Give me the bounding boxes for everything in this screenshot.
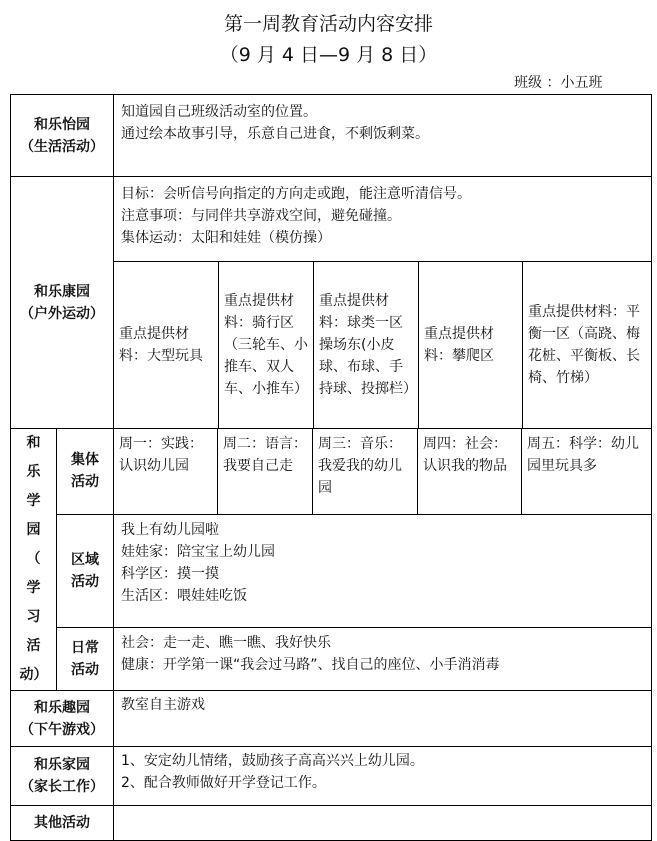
material-cell [313,262,418,428]
learning-label [11,429,57,691]
life-label-name: 和乐怡园 [34,116,90,133]
life-line: 通过绘本故事引导，乐意自己进食，不剩饭剩菜。 [121,126,429,142]
outdoor-label-name: 和乐康园 [34,283,90,300]
material-cell [218,262,313,428]
group-label-line: 活动 [71,474,99,491]
day-thursday [418,429,522,515]
life-line: 知道园自己班级活动室的位置。 [121,104,317,120]
material-cell [114,262,218,428]
other-label: 其他活动 [11,806,114,841]
home-label [11,747,114,806]
row-home [11,747,652,806]
day-text: 周二：语言：我要自己走 [223,436,307,474]
material-cell [522,262,652,428]
outdoor-goals [114,177,652,262]
day-tuesday [218,429,313,515]
group-label-line: 集体 [71,452,99,469]
row-learning-group [11,429,652,515]
day-text: 周三：音乐：我爱我的幼儿园 [318,436,402,496]
afternoon-label-type: （下午游戏） [20,721,104,738]
afternoon-content [114,691,652,747]
area-activity-label [57,514,114,627]
daily-content [114,628,652,691]
day-friday [522,429,652,515]
material-text: 重点提供材料：球类一区操场东(小皮球、布球、手持球、投掷栏） [319,293,417,397]
life-label [11,95,114,177]
row-outdoor [11,177,652,262]
daily-line: 健康：开学第一课“我会过马路”、找自己的座位、小手消消毒 [121,657,500,674]
material-cell [418,262,522,428]
daily-label-line: 活动 [71,662,99,679]
home-line: 1、安定幼儿情绪，鼓励孩子高高兴兴上幼儿园。 [121,753,424,769]
class-label: 班级 ：小五班 [514,75,603,91]
area-line: 娃娃家：陪宝宝上幼儿园 [121,543,275,560]
area-line: 生活区：喂娃娃吃饭 [121,587,247,604]
afternoon-label [11,691,114,747]
material-text: 重点提供材料：攀爬区 [424,326,494,364]
outdoor-notice-line: 注意事项：与同伴共享游戏空间，避免碰撞。 [121,208,401,224]
area-content [114,514,652,627]
learning-label-char: 活 [26,638,41,654]
outdoor-group-line: 集体运动：太阳和娃娃（模仿操） [121,230,331,246]
area-label-line: 活动 [71,573,99,590]
group-activity-label [57,429,114,515]
other-content [114,806,652,841]
learning-label-char: 学 [26,493,41,509]
outdoor-materials [114,262,652,429]
home-label-type: （家长工作） [20,779,104,795]
material-text: 重点提供材料：大型玩具 [119,326,203,364]
day-wednesday [313,429,418,515]
learning-label-char: 学 [26,580,41,596]
afternoon-line: 教室自主游戏 [121,697,205,713]
learning-label-char: （ [26,551,41,567]
daily-activity-label [57,628,114,691]
life-label-type: （生活活动） [20,138,104,155]
day-monday [114,429,218,515]
row-other [11,806,652,841]
daily-line: 社会：走一走、瞧一瞧、我好快乐 [121,635,331,652]
daily-label-line: 日常 [71,640,99,657]
schedule-table [10,94,652,841]
learning-label-char: 习 [26,609,41,625]
day-text: 周五：科学：幼儿园里玩具多 [527,436,639,474]
life-content [114,95,652,177]
material-text: 重点提供材料：骑行区（三轮车、小推车、双人车、小推车） [224,293,308,397]
date-range: （9 月 4 日—9 月 8 日） [219,44,438,66]
home-label-name: 和乐家园 [34,757,90,773]
learning-label-char: 动） [19,667,48,683]
page-title: 第一周教育活动内容安排 [223,13,433,35]
row-afternoon [11,691,652,747]
row-life [11,95,652,177]
afternoon-label-name: 和乐趣园 [34,699,90,716]
day-text: 周四：社会：认识我的物品 [423,436,507,474]
learning-label-char: 园 [26,522,41,538]
material-text: 重点提供材料：平衡一区（高跷、梅花桩、平衡板、长椅、竹梯） [528,304,640,386]
outdoor-label [11,177,114,429]
row-learning-area [11,514,652,627]
outdoor-label-type: （户外运动） [20,305,104,322]
area-line: 科学区：摸一摸 [121,565,219,582]
outdoor-goal-line: 目标：会听信号向指定的方向走或跑，能注意听清信号。 [121,186,471,202]
area-label-line: 区域 [71,551,99,568]
row-learning-daily [11,628,652,691]
learning-label-char: 乐 [26,464,41,480]
learning-label-char: 和 [26,435,41,451]
area-line: 我上有幼儿园啦 [121,521,219,538]
home-line: 2、配合教师做好开学登记工作。 [121,775,326,791]
home-content [114,747,652,806]
day-text: 周一：实践：认识幼儿园 [119,436,203,474]
